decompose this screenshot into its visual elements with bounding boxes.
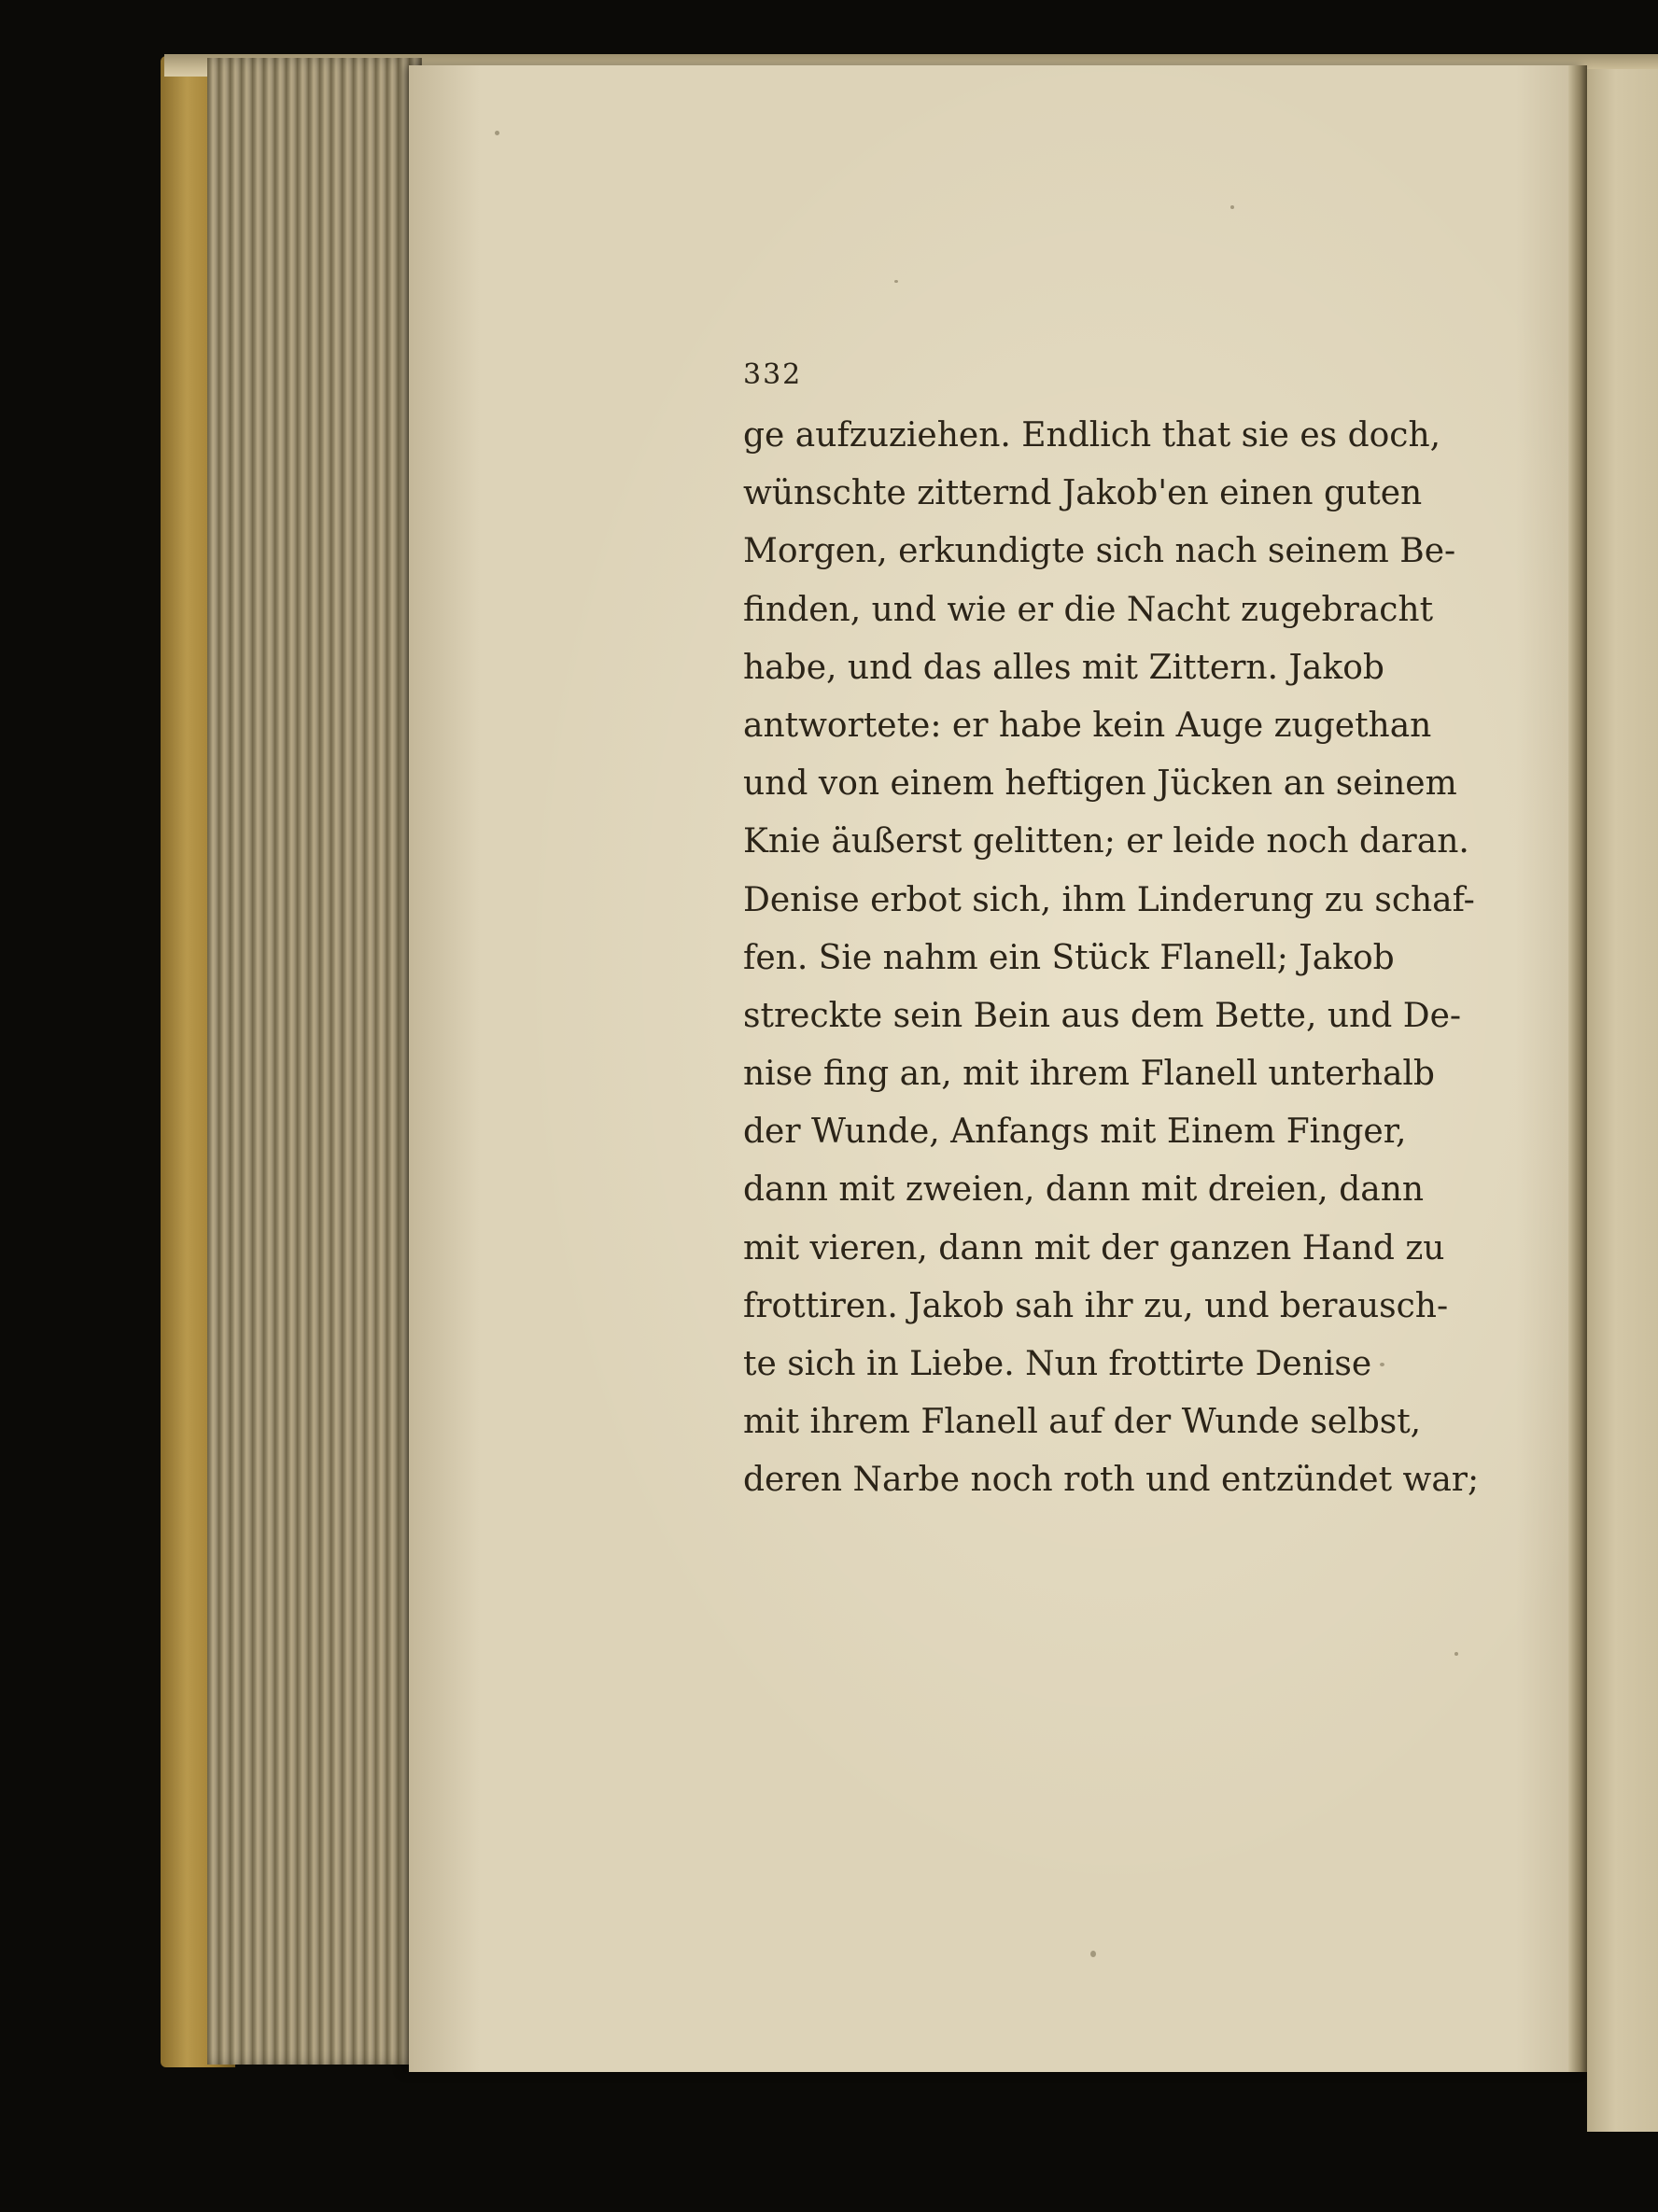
text-line: dann mit zweien, dann mit dreien, dann: [743, 1170, 1425, 1210]
text-line: wünschte zitternd Jakob'en einen guten: [743, 474, 1423, 513]
paper-speck: [495, 131, 499, 135]
text-line: mit vieren, dann mit der ganzen Hand zu: [743, 1228, 1445, 1267]
paper-speck: [894, 280, 898, 283]
text-line: Denise erbot sich, ihm Linderung zu schaf-: [743, 880, 1475, 919]
text-line: nise fing an, mit ihrem Flanell unterhalb: [743, 1055, 1435, 1094]
page-stack: [207, 58, 422, 2065]
text-line: Knie äußerst gelitten; er leide noch daran.: [743, 822, 1469, 861]
text-line: antwortete: er habe kein Auge zugethan: [743, 706, 1432, 745]
page-gutter: [1568, 65, 1587, 2072]
text-line: habe, und das alles mit Zittern. Jakob: [743, 648, 1384, 687]
text-line: fen. Sie nahm ein Stück Flanell; Jakob: [743, 938, 1395, 977]
text-line: ge aufzuziehen. Endlich that sie es doch,: [743, 416, 1441, 455]
page-text-block: [743, 357, 1480, 1510]
paper-speck: [1380, 1363, 1384, 1366]
text-line: mit ihrem Flanell auf der Wunde selbst,: [743, 1403, 1422, 1442]
paper-speck: [1230, 205, 1234, 209]
text-line: deren Narbe noch roth und entzündet war;: [743, 1461, 1480, 1500]
text-line: frottiren. Jakob sah ihr zu, und berausch-: [743, 1286, 1449, 1325]
text-line: der Wunde, Anfangs mit Einem Finger,: [743, 1113, 1407, 1152]
text-line: Morgen, erkundigte sich nach seinem Be-: [743, 532, 1456, 571]
facing-page-edge: [1587, 69, 1658, 2132]
text-line: und von einem heftigen Jücken an seinem: [743, 764, 1457, 804]
page-number: 332: [743, 358, 803, 391]
text-line: finden, und wie er die Nacht zugebracht: [743, 590, 1434, 629]
paper-speck: [1090, 1951, 1096, 1957]
text-line: te sich in Liebe. Nun frottirte Denise: [743, 1345, 1372, 1383]
text-line: streckte sein Bein aus dem Bette, und De-: [743, 996, 1462, 1035]
paper-speck: [1454, 1652, 1458, 1656]
